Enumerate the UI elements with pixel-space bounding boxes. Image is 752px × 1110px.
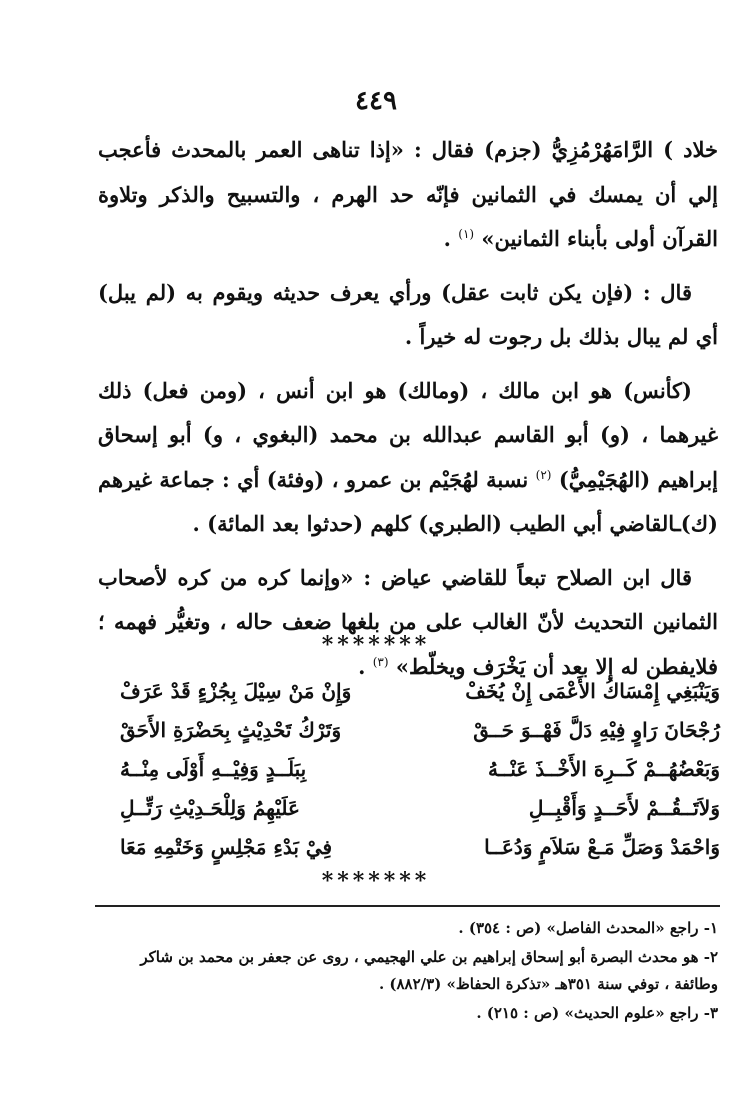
paragraph-3-text: (كأنس) هو ابن مالك ، (ومالك) هو ابن أنس ، (ومن فعل) ذلك غيرهما ، (و) أبو القاسم عبدالله بن محمد (البغوي ، و) أبو إسحاق إبراهيم (الهُجَيْمِيُّ) [98, 377, 718, 492]
verse-second-hemistich: فِيْ بَدْءِ مَجْلِسٍ وَخَتْمِهِ مَعَا [120, 835, 333, 859]
paragraph-2: قال : (فإن يكن ثابت عقل) ورأي يعرف حديثه ويقوم به (لم يبل) أي لم يبال بذلك بل رجوت له خيراً . [98, 279, 718, 349]
verse-first-hemistich: وَبَعْضُهُــمْ كَــرِهَ الأَخْــذَ عَنْــهُ [487, 757, 720, 781]
paragraph-4 [98, 556, 718, 690]
poem-verse [120, 789, 720, 828]
verse-first-hemistich: وَاحْمَدْ وَصَلِّ مَـعْ سَلاَمٍ وَدُعَــا [484, 835, 720, 859]
paragraph-1 [98, 128, 718, 262]
poem-verse [120, 828, 720, 867]
stars-separator-bottom: ******* [321, 868, 431, 894]
stars-separator-top: ******* [321, 632, 431, 658]
verse-second-hemistich: وَتَرْكُ تَحْدِيْثٍ بِحَضْرَةِ الأَحَقْ [120, 718, 342, 742]
footnote-ref-1: (١) [458, 227, 475, 241]
paragraph-4-text: قال ابن الصلاح تبعاً للقاضي عياض : «وإنما كره من كره لأصحاب الثمانين التحديث لأنّ الغالب على من بلغها ضعف حاله ، وتغيُّر فهمه ؛ فلايفطن له إلا بعد أن يَخْرَف ويخلّط» [98, 564, 718, 679]
paragraph-1-text: خلاد ) الرَّامَهُرْمُزِيُّ (جزم) فقال : «إذا تناهى العمر بالمحدث فأعجب إلي أن يمسك في الثمانين فإنّه حد الهرم ، والتسبيح والذكر وتلاوة القرآن أولى بأبناء الثمانين» [98, 137, 718, 251]
paragraph-3 [98, 369, 718, 547]
paragraph-1-end: . [443, 226, 451, 251]
footnote-divider [95, 905, 720, 907]
poem-verse [120, 711, 720, 750]
poem-verse [120, 672, 720, 711]
verse-first-hemistich: وَيَنْبَغِي إِمْسَاكُ الأَعْمَى إِنْ يُخَفْ [465, 679, 720, 703]
verse-second-hemistich: وَإِنْ مَنْ سِيْلَ بِجُزْءٍ قَدْ عَرَفْ [120, 679, 352, 703]
footnote-ref-3: (٣) [372, 654, 389, 669]
paragraph-3-continuation: نسبة لهُجَيْم بن عمرو ، (وفئة) أي : جماعة غيرهم (ك)ـالقاضي أبي الطيب (الطبري) كلهم (حدثوا بعد المائة) . [98, 466, 718, 536]
footnotes [98, 915, 718, 1029]
footnote-1: ١- راجع «المحدث الفاصل» (ص : ٣٥٤) . [458, 919, 718, 937]
verse-second-hemistich: بِبَلَــدٍ وَفِيْــهِ أَوْلَى مِنْــهُ [120, 757, 307, 781]
footnote-3: ٣- راجع «علوم الحديث» (ص : ٢١٥) . [476, 1004, 718, 1022]
body-text [98, 128, 718, 698]
verse-second-hemistich: عَلَيْهِمُ وَلِلْحَـدِيْثِ رَتِّــلِ [120, 796, 300, 820]
poem-verse [120, 750, 720, 789]
footnote-2: ٢- هو محدث البصرة أبو إسحاق إبراهيم بن علي الهجيمي ، روى عن جعفر بن محمد بن شاكر وطائفة ، توفي سنة ٣٥١هـ «تذكرة الحفاظ» (٨٨٢/٣) . [140, 948, 718, 993]
footnote-ref-2: (٢) [535, 467, 552, 482]
paragraph-4-end: . [358, 653, 366, 679]
verse-first-hemistich: وَلاَتَــقُــمْ لأَحَــدٍ وَأَقْبِــلِ [528, 796, 720, 820]
poem [120, 672, 720, 867]
verse-first-hemistich: رُجْحَانَ رَاوٍ فِيْهِ دَلَّ فَهْــوَ حَــقْ [473, 718, 720, 742]
page-number: ٤٤٩ [355, 86, 397, 116]
